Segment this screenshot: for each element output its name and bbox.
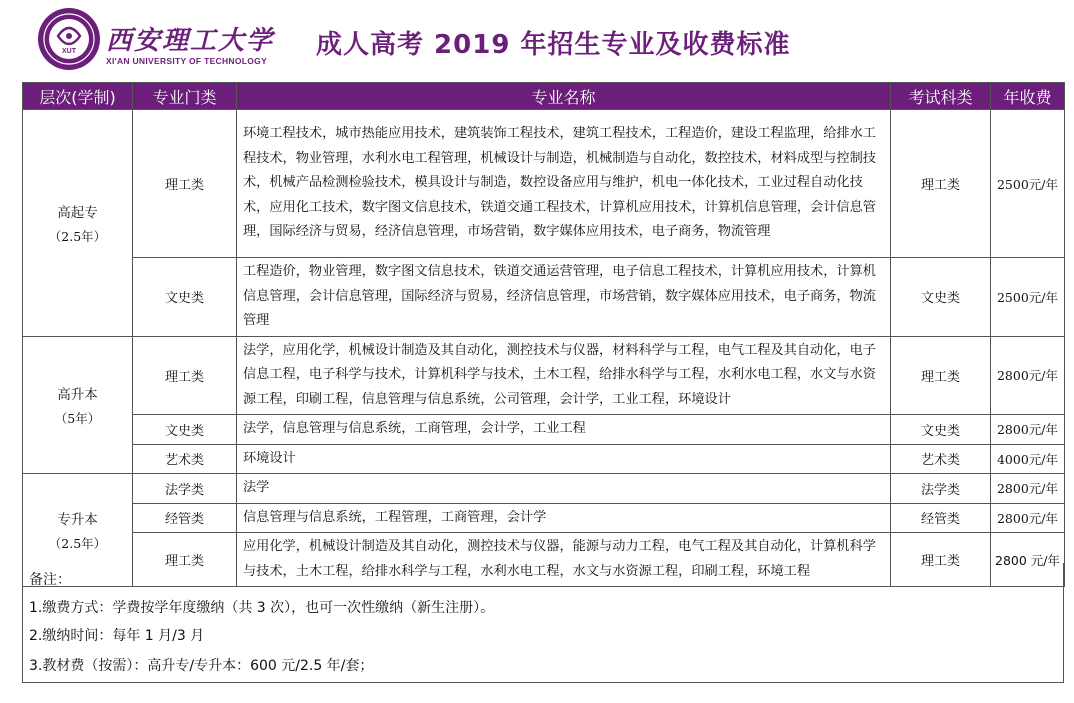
majors-cell: 法学 [237,474,891,504]
level-name: 专升本 [57,512,98,528]
exam-cell: 理工类 [891,533,991,587]
fee-cell: 2800元/年 [991,503,1065,533]
category-cell: 经管类 [133,503,237,533]
fee-cell: 4000元/年 [991,444,1065,474]
university-name-en: XI'AN UNIVERSITY OF TECHNOLOGY [106,56,268,66]
fee-cell: 2500元/年 [991,258,1065,337]
note-item: 2.缴纳时间：每年 1 月/3 月 [29,628,205,644]
category-cell: 文史类 [133,415,237,445]
level-duration: （2.5年） [48,536,107,551]
table-row [23,336,1065,415]
table-row [23,474,1065,504]
table-row [23,415,1065,445]
majors-cell: 环境工程技术，城市热能应用技术，建筑装饰工程技术，建筑工程技术，工程造价，建设工程监理，给排水工程技术，物业管理，水利水电工程管理，机械设计与制造，机械制造与自动化，数控技术，材料成型与控制技术，机械产品检测检验技术，模具设计与制造，数控设备应用与维护，机电一体化技术，工业过程自动化技术，应用化工技术，数字图文信息技术，铁道交通工程技术，计算机应用技术，计算机信息管理，会计信息管理，国际经济与贸易，经济信息管理，市场营销，数字媒体应用技术，电子商务，物流管理 [237,110,891,258]
category-cell: 文史类 [133,258,237,337]
fee-cell: 2500元/年 [991,110,1065,258]
category-cell: 理工类 [133,110,237,258]
majors-cell: 环境设计 [237,444,891,474]
table-header-row [23,83,1065,110]
column-header-level: 层次(学制) [23,83,133,110]
exam-cell: 法学类 [891,474,991,504]
column-header-exam: 考试科类 [891,83,991,110]
exam-cell: 艺术类 [891,444,991,474]
majors-cell: 法学，信息管理与信息系统，工商管理，会计学，工业工程 [237,415,891,445]
level-name: 高起专 [57,204,98,221]
exam-cell: 理工类 [891,110,991,258]
level-cell [23,336,133,474]
fee-cell: 2800元/年 [991,474,1065,504]
level-name: 高升本 [57,386,98,403]
exam-cell: 文史类 [891,415,991,445]
majors-cell: 应用化学，机械设计制造及其自动化，测控技术与仪器，能源与动力工程，电气工程及其自动化，计算机科学与技术，土木工程，给排水科学与工程，水利水电工程，水文与水资源工程，印刷工程，环境工程 [237,533,891,587]
fee-cell: 2800元/年 [991,415,1065,445]
majors-cell: 工程造价，物业管理，数字图文信息技术，铁道交通运营管理，电子信息工程技术，计算机应用技术，计算机信息管理，会计信息管理，国际经济与贸易，经济信息管理，市场营销，数字媒体应用技术，电子商务，物流管理 [237,258,891,337]
category-cell: 理工类 [133,533,237,587]
column-header-majors: 专业名称 [237,83,891,110]
table-row [23,503,1065,533]
university-seal-icon [36,6,102,72]
majors-cell: 法学，应用化学，机械设计制造及其自动化，测控技术与仪器，材料科学与工程，电气工程及其自动化，电子信息工程，电子科学与技术，计算机科学与技术，土木工程，给排水科学与工程，水利水电工程，水文与水资源工程，印刷工程，信息管理与信息系统，公司管理，会计学，工业工程，环境设计 [237,336,891,415]
majors-cell: 信息管理与信息系统，工程管理，工商管理，会计学 [237,503,891,533]
table-row [23,110,1065,258]
page-title: 成人高考 2019 年招生专业及收费标准 [316,30,791,60]
exam-cell: 文史类 [891,258,991,337]
category-cell: 法学类 [133,474,237,504]
table-row [23,444,1065,474]
level-duration: （2.5年） [48,228,107,244]
level-cell [23,110,133,337]
page-header [0,0,1074,80]
column-header-fee: 年收费 [991,83,1065,110]
exam-cell: 理工类 [891,336,991,415]
category-cell: 理工类 [133,336,237,415]
notes-heading: 备注： [29,572,71,588]
exam-cell: 经管类 [891,503,991,533]
fee-table [22,82,1065,587]
column-header-category: 专业门类 [133,83,237,110]
notes-box [22,563,1064,683]
category-cell: 艺术类 [133,444,237,474]
fee-cell: 2800 元/年 [991,533,1065,587]
level-duration: （5年） [54,410,101,426]
university-name-cn: 西安理工大学 [106,26,275,56]
table-row [23,258,1065,337]
fee-cell: 2800元/年 [991,336,1065,415]
note-item: 1.缴费方式：学费按学年度缴纳（共 3 次），也可一次性缴纳（新生注册）。 [29,600,495,616]
svg-text:XUT: XUT [62,48,76,55]
note-item: 3.教材费（按需）：高升专/专升本：600 元/2.5 年/套； [29,658,374,674]
